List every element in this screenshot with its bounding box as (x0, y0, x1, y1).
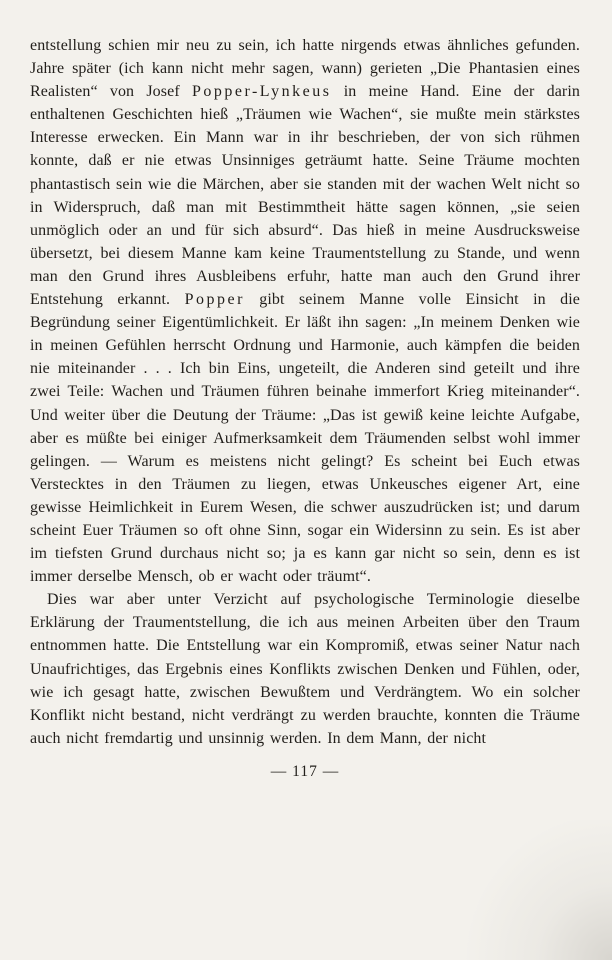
page-number (30, 763, 580, 781)
paragraph-2-text: Dies war aber unter Verzicht auf psychologische Terminologie dieselbe Erklärung der Traumentstellung, die ich aus meinen Arbeiten über den Traum entnommen hatte. Die Entstellung war ein Kompromiß, etwas seiner Natur nach Unaufrichtiges, das Ergebnis eines Konflikts zwischen Denken und Fühlen, oder, wie ich gesagt hatte, zwischen Bewußtem und Verdrängtem. Wo ein solcher Konflikt nicht bestand, nicht verdrängt zu werden brauchte, konnten die Träume auch nicht fremdartig und unsinnig werden. In dem Mann, der nicht (30, 591, 580, 747)
paragraph-1-text-b: in meine Hand. Eine der darin enthaltenen Geschichten hieß „Träumen wie Wachen“, sie mußte mein stärkstes Interesse erwecken. Ein Mann war in ihr beschrieben, der von sich rühmen konnte, daß er nie etwas Unsinniges geträumt hatte. Seine Träume mochten phantastisch sein wie die Märchen, aber sie standen mit der wachen Welt nicht so in Widerspruch, daß man mit Bestimmtheit hätte sagen können, „sie seien unmöglich oder an und für sich absurd“. Das hieß in meine Ausdrucksweise übersetzt, bei diesem Manne kam keine Traumentstellung zu Stande, und wenn man den Grund ihres Ausbleibens erfuhr, hatte man auch den Grund ihrer Entstehung erkannt. (30, 83, 580, 309)
paragraph-1-text-a: entstellung schien mir neu zu sein, ich hatte nirgends etwas ähnliches gefunden. Jahre später (ich kann nicht mehr sagen, wann) gerieten „Die Phantasien eines Realisten“ von Josef (30, 37, 580, 101)
paragraph-1-text-c: gibt seinem Manne volle Einsicht in die Begründung seiner Eigentümlichkeit. Er läßt ihn sagen: „In meinem Denken wie in meinen Gefühlen herrscht Ordnung und Harmonie, auch kämpfen die beiden nie miteinander . . . Ich bin Eins, ungeteilt, die Anderen sind geteilt und ihre zwei Teile: Wachen und Träumen führen beinahe immerfort Krieg miteinander“. Und weiter über die Deutung der Träume: „Das ist gewiß keine leichte Aufgabe, aber es müßte bei einiger Aufmerksamkeit dem Träumenden selbst wohl immer gelingen. — Warum es meistens nicht gelingt? Es scheint bei Euch etwas Verstecktes in den Träumen zu liegen, etwas Unkeusches eigener Art, eine gewisse Heimlichkeit in Eurem Wesen, die schwer auszudrücken ist; und darum scheint Euer Träumen so oft ohne Sinn, sogar ein Widersinn zu sein. Es ist aber im tiefsten Grund durchaus nicht so; ja es kann gar nicht so sein, denn es ist immer derselbe Mensch, ob er wacht oder träumt“. (30, 291, 581, 586)
paragraph-2 (30, 588, 580, 750)
page-number-text: — 117 — (270, 762, 340, 780)
paragraph-continuation (30, 34, 580, 588)
author-name-popper: Popper (184, 291, 245, 309)
author-name-popper-lynkeus: Popper-Lynkeus (191, 83, 332, 101)
page-text-block (30, 34, 580, 750)
